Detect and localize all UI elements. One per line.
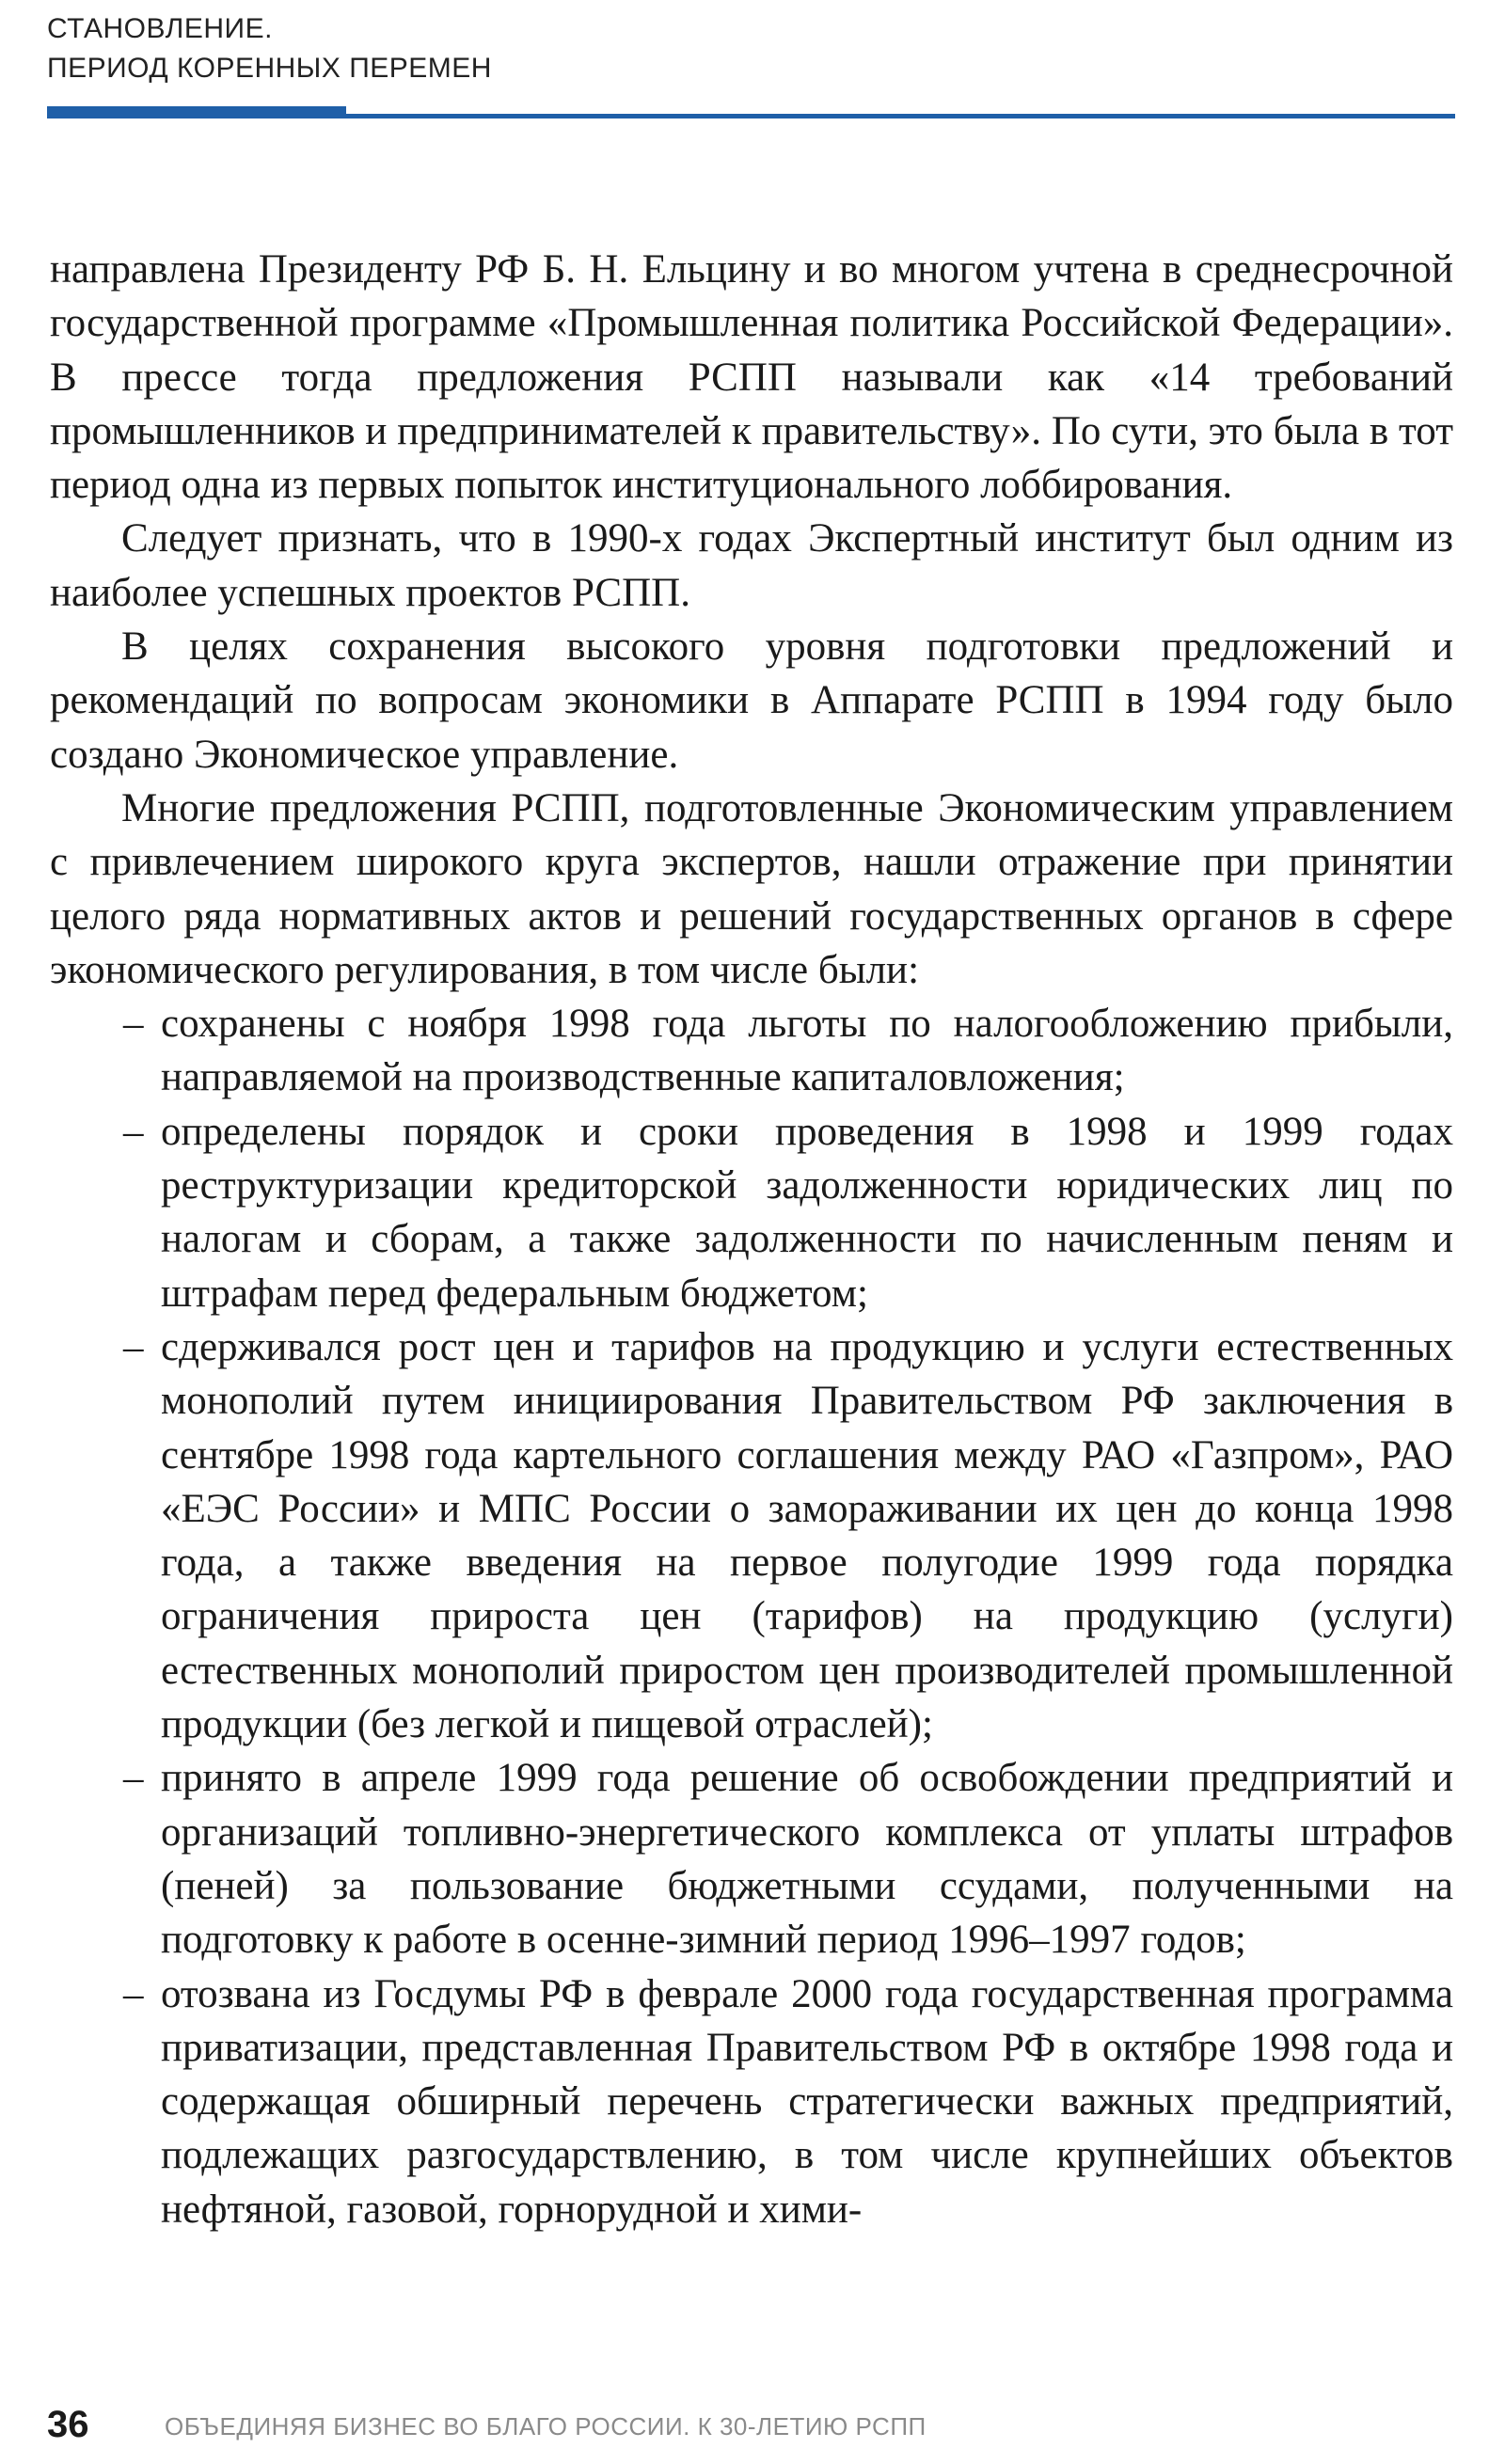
list-dash: – [123,1324,144,1369]
list-item [50,1320,1453,1751]
paragraph: В целях сохранения высокого уровня подготовки предложений и рекомендаций по вопросам экономики в Аппарате РСПП в 1994 году было создано Экономическое управление. [50,624,1453,777]
footer-book-title: ОБЪЕДИНЯЯ БИЗНЕС ВО БЛАГО РОССИИ. К 30-ЛЕТИЮ РСПП [165,2412,927,2440]
list-dash: – [123,1002,144,1047]
list-item [50,1751,1453,1966]
list-item-text: определены порядок и сроки проведения в 1998 и 1999 годах реструктуризации кредиторской задолженности юридических лиц по налогам и сборам, а также задолженности по начисленным пеням и штрафам перед федеральным бюджетом; [161,1109,1453,1316]
bullet-list [50,997,1453,2236]
list-dash: – [123,1109,144,1154]
list-item-text: отозвана из Госдумы РФ в феврале 2000 года государственная программа приватизации, представленная Правительством РФ в октябре 1998 года и содержащая обширный перечень стратегически важных предприятий, подлежащих разгосударствлению, в том числе крупнейших объектов нефтяной, газовой, горнорудной и хими- [161,1971,1453,2232]
running-head-line-2: ПЕРИОД КОРЕННЫХ ПЕРЕМЕН [47,53,492,84]
page-number: 36 [47,2404,89,2445]
paragraph: направлена Президенту РФ Б. Н. Ельцину и во многом учтена в среднесрочной государственной программе «Промышленная политика Российской Федерации». В прессе тогда предложения РСПП называли как «14 требований промышленников и предпринимателей к правительству». По сути, это была в тот период одна из первых попыток институционального лоббирования. [50,247,1453,508]
list-item [50,1105,1453,1320]
list-item-text: сдерживался рост цен и тарифов на продукцию и услуги естественных монополий путем инициирования Правительством РФ заключения в сентябре 1998 года картельного соглашения между РАО «Газпром», РАО «ЕЭС России» и МПС России о замораживании их цен до конца 1998 года, а также введения на первое полугодие 1999 года порядка ограничения прироста цен (тарифов) на продукцию (услуги) естественных монополий приростом цен производителей промышленной продукции (без легкой и пищевой отраслей); [161,1324,1453,1747]
header-rule-accent [47,106,346,118]
page-footer [47,2401,1458,2448]
list-dash: – [123,1971,144,2016]
paragraph: Следует признать, что в 1990-х годах Экспертный институт был одним из наиболее успешных проектов РСПП. [50,516,1453,615]
running-head-line-1: СТАНОВЛЕНИЕ. [47,13,273,44]
list-item [50,1967,1453,2236]
running-head [47,9,492,88]
list-dash: – [123,1756,144,1801]
paragraph: Многие предложения РСПП, подготовленные Экономическим управлением с привлечением широкого круга экспертов, нашли отражение при принятии целого ряда нормативных актов и решений государственных органов в сфере экономического регулирования, в том числе были: [50,785,1453,992]
main-text [50,243,1453,2236]
list-item [50,997,1453,1105]
list-item-text: сохранены с ноября 1998 года льготы по налогообложению прибыли, направляемой на производственные капиталовложения; [161,1002,1453,1100]
list-item-text: принято в апреле 1999 года решение об освобождении предприятий и организаций топливно-энергетического комплекса от уплаты штрафов (пеней) за пользование бюджетными ссудами, полученными на подготовку к работе в осенне-зимний период 1996–1997 годов; [161,1756,1453,1963]
